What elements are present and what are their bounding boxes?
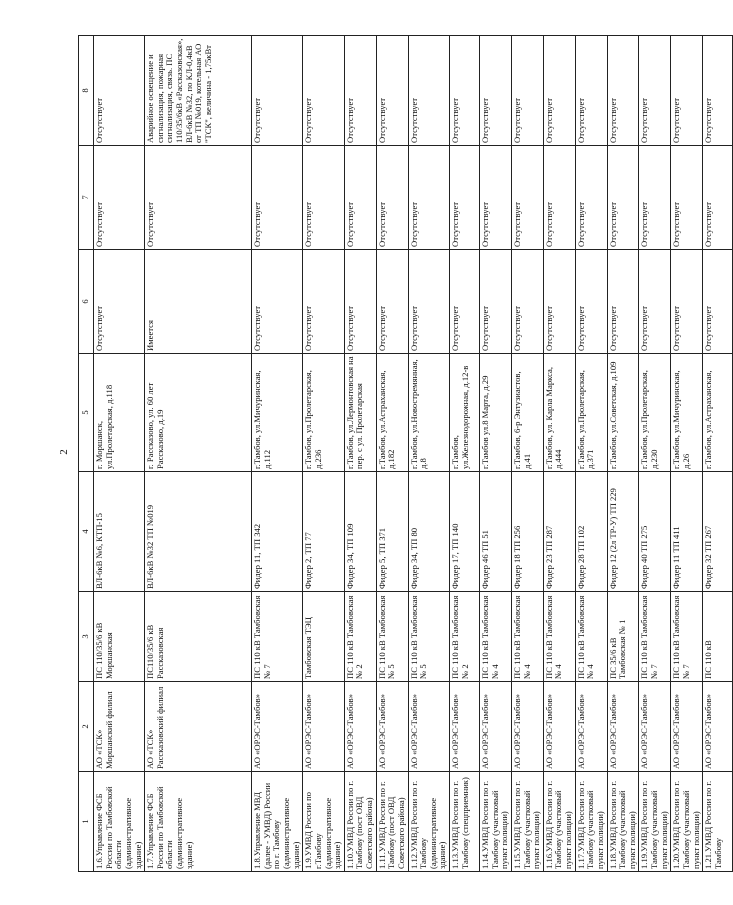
table-cell: Фидер 34, ТП 80	[408, 472, 450, 592]
table-cell: ПС 110 кВ Тамбовская № 4	[480, 592, 512, 682]
table-cell: ПС 110 кВ Тамбовская № 2	[450, 592, 480, 682]
table-cell: г.Тамбов, ул.Пролетарская, д.236	[303, 354, 345, 472]
table-cell: АО «ОРЭС-Тамбов»	[511, 682, 543, 772]
table-cell: 1.12.УМВД России по г. Тамбову (административное здание)	[408, 772, 450, 872]
table-cell: Отсутствует	[450, 36, 480, 146]
table-row	[303, 36, 345, 872]
header-row	[79, 36, 94, 872]
table-row	[450, 36, 480, 872]
data-table	[78, 35, 733, 872]
table-cell: 1.8.Управление МВД (далее - УМВД) России по г. Тамбову (административное здание)	[252, 772, 303, 872]
table-cell: Фидер 12 (2л ТР-У) ТП 229	[607, 472, 639, 592]
table-row	[145, 36, 252, 872]
table-cell: АО «ТСК» Моршанский филиал	[94, 682, 145, 772]
table-cell: г.Тамбов, ул.Новостремянная, д.8	[408, 354, 450, 472]
table-cell: Отсутствует	[480, 36, 512, 146]
table-cell: 1.20.УМВД России по г. Тамбову (участковый пункт полиции)	[671, 772, 703, 872]
table-cell: Фидер 28 ТП 102	[575, 472, 607, 592]
table-cell: Отсутствует	[145, 146, 252, 250]
table-cell: г.Тамбов ул.8 Марта, д.29	[480, 354, 512, 472]
table-cell: Отсутствует	[94, 146, 145, 250]
table-cell: Отсутствует	[252, 36, 303, 146]
table-cell: Отсутствует	[639, 146, 671, 250]
table-cell: Отсутствует	[303, 36, 345, 146]
table-cell: Отсутствует	[480, 146, 512, 250]
table-body	[94, 36, 733, 872]
table-cell: Фидер 23 ТП 287	[543, 472, 575, 592]
table-cell: ПС 110/35/6 кВ Моршанская	[94, 592, 145, 682]
header-cell: 2	[79, 682, 94, 772]
table-cell: Отсутствует	[607, 36, 639, 146]
table-cell: 1.13.УМВД России по г. Тамбову (спецприемник)	[450, 772, 480, 872]
table-cell: г.Тамбов, ул.Советская, д.109	[607, 354, 639, 472]
table-cell: 1.9.УМВД России по г.Тамбову (административное здание)	[303, 772, 345, 872]
table-cell: ПС 110 кВ	[703, 592, 733, 682]
table-cell: Отсутствует	[575, 250, 607, 354]
table-cell: Отсутствует	[450, 146, 480, 250]
table-cell: Фидер 17, ТП 140	[450, 472, 480, 592]
table-cell: Отсутствует	[639, 36, 671, 146]
table-cell: Фидер 32 ТП 267	[703, 472, 733, 592]
table-cell: Отсутствует	[607, 146, 639, 250]
table-cell: АО «ТСК» Рассказовский филиал	[145, 682, 252, 772]
table-cell: Отсутствует	[303, 146, 345, 250]
table-cell: 1.11.УМВД России по г. Тамбову (пост ОВД Советского района)	[376, 772, 408, 872]
table-cell: Отсутствует	[671, 146, 703, 250]
table-cell: Отсутствует	[94, 250, 145, 354]
header-cell: 4	[79, 472, 94, 592]
table-cell: Фидер 34, ТП 109	[344, 472, 376, 592]
table-cell: Фидер 5, ТП 371	[376, 472, 408, 592]
header-cell: 6	[79, 250, 94, 354]
table-cell: 1.17.УМВД России по г. Тамбову (участковый пункт полиции)	[575, 772, 607, 872]
table-cell: Отсутствует	[344, 36, 376, 146]
table-cell: 1.15.УМВД России по г. Тамбову (участковый пункт полиции)	[511, 772, 543, 872]
table-cell: ПС 110 кВ Тамбовская № 5	[408, 592, 450, 682]
table-cell: ПС 110 кВ Тамбовская № 4	[543, 592, 575, 682]
table-row	[543, 36, 575, 872]
table-row	[376, 36, 408, 872]
table-cell: Отсутствует	[376, 146, 408, 250]
table-row	[94, 36, 145, 872]
table-cell: АО «ОРЭС-Тамбов»	[575, 682, 607, 772]
table-cell: г.Тамбов, ул.Астраханская, д.182	[376, 354, 408, 472]
table-cell: АО «ОРЭС-Тамбов»	[344, 682, 376, 772]
rotated-page-frame	[78, 36, 723, 872]
table-cell: Отсутствует	[408, 250, 450, 354]
table-cell: ПС 110 кВ Тамбовская № 4	[575, 592, 607, 682]
table-cell: ПС 110 кВ Тамбовская № 7	[252, 592, 303, 682]
table-row	[703, 36, 733, 872]
table-cell: Отсутствует	[703, 146, 733, 250]
table-cell: Отсутствует	[671, 250, 703, 354]
table-cell: АО «ОРЭС-Тамбов»	[671, 682, 703, 772]
table-cell: Отсутствует	[575, 146, 607, 250]
table-cell: Тамбовская ТЭЦ	[303, 592, 345, 682]
table-cell: Фидер 46 ТП 51	[480, 472, 512, 592]
table-cell: 1.19.УМВД России по г. Тамбову (участковый пункт полиции)	[639, 772, 671, 872]
table-cell: г.Тамбов, ул. Карла Маркса, д.444	[543, 354, 575, 472]
table-cell: г.Тамбов, ул.Железнодорожная, д.12-в	[450, 354, 480, 472]
table-cell: Фидер 40 ТП 275	[639, 472, 671, 592]
table-cell: Отсутствует	[511, 146, 543, 250]
table-cell: Отсутствует	[344, 146, 376, 250]
header-cell: 3	[79, 592, 94, 682]
table-cell: ВЛ-6кВ №32 ТП №019	[145, 472, 252, 592]
table-cell: АО «ОРЭС-Тамбов»	[543, 682, 575, 772]
table-cell: г.Тамбов, ул.Мичуринская, д.26	[671, 354, 703, 472]
table-cell: Отсутствует	[408, 146, 450, 250]
table-cell: Отсутствует	[252, 146, 303, 250]
table-cell: г.Тамбов, ул.Пролетарская, д.371	[575, 354, 607, 472]
table-row	[408, 36, 450, 872]
table-cell: г. Моршанск, ул.Пролетарская, д.118	[94, 354, 145, 472]
table-cell: Отсутствует	[450, 250, 480, 354]
table-cell: АО «ОРЭС-Тамбов»	[252, 682, 303, 772]
table-cell: Фидер 2, ТП 77	[303, 472, 345, 592]
table-cell: АО «ОРЭС-Тамбов»	[607, 682, 639, 772]
table-cell: Отсутствует	[344, 250, 376, 354]
table-cell: Имеется	[145, 250, 252, 354]
table-cell: Фидер 11 ТП 411	[671, 472, 703, 592]
table-cell: АО «ОРЭС-Тамбов»	[639, 682, 671, 772]
table-cell: 1.18.УМВД России по г. Тамбову (участковый пункт полиции)	[607, 772, 639, 872]
table-cell: АО «ОРЭС-Тамбов»	[450, 682, 480, 772]
table-cell: Отсутствует	[303, 250, 345, 354]
table-cell: Аварийное освещение и сигнализация, пожарная сигнализация, связь. ПС 110/35/6кВ «Рассказовская», ВЛ-6кВ №32, по КЛ-0,4кВ от ТП №019, котельная АО "ТСК", величина - 1,75кВт	[145, 36, 252, 146]
table-row	[607, 36, 639, 872]
table-row	[252, 36, 303, 872]
table-cell: Отсутствует	[543, 250, 575, 354]
table-cell: г.Тамбов, ул.Астраханская,	[703, 354, 733, 472]
table-cell: 1.7.Управление ФСБ России по Тамбовской области (административное здание)	[145, 772, 252, 872]
table-cell: АО «ОРЭС-Тамбов»	[703, 682, 733, 772]
table-cell: г. Рассказово, ул. 60 лет Рассказово, д.19	[145, 354, 252, 472]
table-cell: АО «ОРЭС-Тамбов»	[480, 682, 512, 772]
table-cell: 1.16.УМВД России по г. Тамбову (участковый пункт полиции)	[543, 772, 575, 872]
table-cell: г.Тамбов, ул.Лермонтовская на пер. с ул. Пролетарская	[344, 354, 376, 472]
header-cell: 8	[79, 36, 94, 146]
page-number: 2	[58, 449, 70, 455]
table-cell: Отсутствует	[671, 36, 703, 146]
table-cell: АО «ОРЭС-Тамбов»	[303, 682, 345, 772]
header-cell: 5	[79, 354, 94, 472]
table-cell: 1.6.Управление ФСБ России по Тамбовской области (административное здание)	[94, 772, 145, 872]
table-cell: Отсутствует	[376, 250, 408, 354]
header-cell: 7	[79, 146, 94, 250]
header-cell: 1	[79, 772, 94, 872]
table-cell: Отсутствует	[575, 36, 607, 146]
table-cell: ПС 35/6 кВ Тамбовская № 1	[607, 592, 639, 682]
table-cell: г.Тамбов, ул.Пролетарская, д.230	[639, 354, 671, 472]
table-cell: АО «ОРЭС-Тамбов»	[376, 682, 408, 772]
table-cell: Отсутствует	[408, 36, 450, 146]
table-cell: 1.14.УМВД России по г. Тамбову (участковый пункт полиции)	[480, 772, 512, 872]
table-cell: ПС110/35/6 кВ Рассказовская	[145, 592, 252, 682]
table-cell: ПС 110 кВ Тамбовская № 2	[344, 592, 376, 682]
table-cell: ПС 110 кВ Тамбовская № 5	[376, 592, 408, 682]
table-cell: г.Тамбов, 6-р Энтузиастов, д.41	[511, 354, 543, 472]
table-cell: АО «ОРЭС-Тамбов»	[408, 682, 450, 772]
table-cell: ПС 110 кВ Тамбовская № 4	[511, 592, 543, 682]
table-row	[344, 36, 376, 872]
table-cell: Отсутствует	[252, 250, 303, 354]
table-cell: Отсутствует	[703, 250, 733, 354]
table-cell: 1.21.УМВД России по г. Тамбову	[703, 772, 733, 872]
table-cell: ПС 110 кВ Тамбовская № 7	[671, 592, 703, 682]
table-row	[639, 36, 671, 872]
table-cell: Отсутствует	[511, 250, 543, 354]
table-cell: Отсутствует	[607, 250, 639, 354]
table-cell: 1.10.УМВД России по г. Тамбову (пост ОВД Советского района)	[344, 772, 376, 872]
table-cell: Отсутствует	[480, 250, 512, 354]
table-cell: ВЛ-6кВ №6, КТП-15	[94, 472, 145, 592]
table-cell: ПС 110 кВ Тамбовская № 7	[639, 592, 671, 682]
table-row	[671, 36, 703, 872]
table-cell: Отсутствует	[543, 36, 575, 146]
table-cell: Отсутствует	[94, 36, 145, 146]
table-cell: Отсутствует	[703, 36, 733, 146]
table-row	[511, 36, 543, 872]
table-cell: Отсутствует	[543, 146, 575, 250]
table-row	[575, 36, 607, 872]
table-cell: Отсутствует	[376, 36, 408, 146]
table-row	[480, 36, 512, 872]
table-cell: Отсутствует	[511, 36, 543, 146]
table-cell: Фидер 18 ТП 256	[511, 472, 543, 592]
table-cell: Фидер 11, ТП 342	[252, 472, 303, 592]
table-cell: г.Тамбов, ул.Мичуринская, д.112	[252, 354, 303, 472]
table-cell: Отсутствует	[639, 250, 671, 354]
